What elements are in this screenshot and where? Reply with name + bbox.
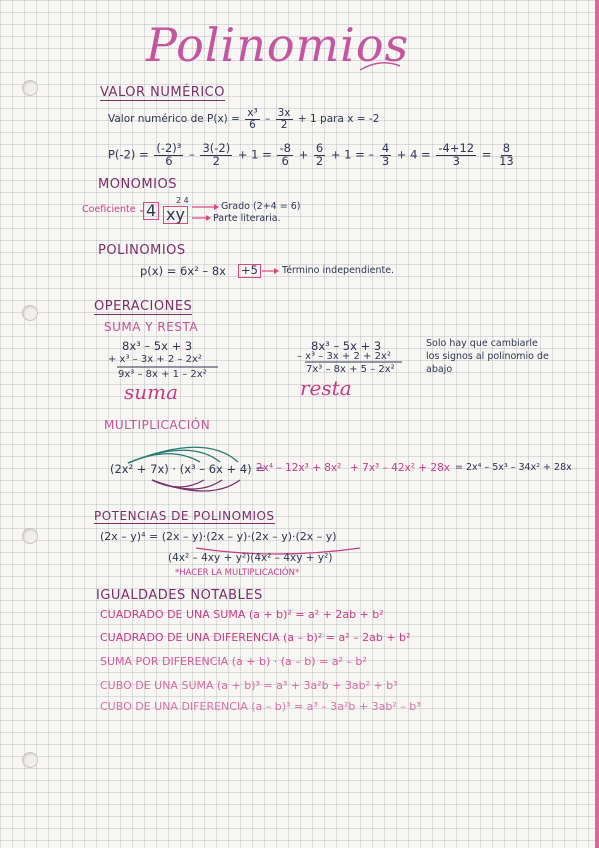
- monomio-literal: xy: [163, 206, 188, 224]
- multiplicacion-part-1: 2x⁴ – 12x³ + 8x²: [256, 462, 342, 474]
- suma-line-1: 8x³ – 5x + 3: [122, 339, 193, 353]
- multiplicacion-part-2: + 7x³ – 42x² + 28x: [350, 462, 450, 474]
- monomio-exponents: 2 4: [176, 196, 189, 205]
- igualdad-item: CUBO DE UNA DIFERENCIA (a – b)³ = a³ – 3a²b + 3ab² – b³: [100, 700, 421, 713]
- multiplicacion-result: = 2x⁴ – 5x³ – 34x² + 28x: [455, 462, 572, 473]
- potencias-line-2: (4x² – 4xy + y²)(4x² – 4xy + y²): [168, 552, 333, 564]
- heading-igualdades-notables: IGUALDADES NOTABLES: [96, 588, 263, 603]
- igualdad-item: CUBO DE UNA SUMA (a + b)³ = a³ + 3a²b + 3ab² + b³: [100, 679, 398, 692]
- heading-potencias: POTENCIAS DE POLINOMIOS: [94, 509, 275, 523]
- heading-monomios: MONOMIOS: [98, 177, 177, 192]
- grado-label: Grado (2+4 = 6): [221, 201, 301, 212]
- page-title: Polinomios: [146, 18, 410, 72]
- subheading-suma-resta: SUMA Y RESTA: [104, 320, 199, 334]
- multiplicacion-lhs: (2x² + 7x) · (x³ – 6x + 4) =: [110, 462, 265, 476]
- coeficiente-label: Coeficiente: [82, 204, 136, 215]
- polinomio-expression: p(x) = 6x² – 8x: [140, 264, 226, 278]
- parte-literal-label: Parte literaria.: [213, 213, 281, 224]
- igualdad-item: CUADRADO DE UNA DIFERENCIA (a – b)² = a² – 2ab + b²: [100, 631, 411, 644]
- resta-result: 7x³ – 8x + 5 – 2x²: [306, 364, 395, 375]
- heading-multiplicacion: MULTIPLICACIÓN: [104, 418, 211, 432]
- heading-polinomios: POLINOMIOS: [98, 243, 186, 258]
- suma-label: suma: [124, 380, 179, 404]
- heading-operaciones: OPERACIONES: [94, 299, 193, 314]
- suma-result: 9x³ – 8x + 1 – 2x²: [118, 369, 207, 380]
- igualdad-item: CUADRADO DE UNA SUMA (a + b)² = a² + 2ab + b²: [100, 608, 384, 621]
- monomio-coefficient: 4: [143, 202, 159, 220]
- resta-note-1: Solo hay que cambiarle: [426, 338, 538, 349]
- termino-independiente: +5: [238, 264, 261, 278]
- resta-note-3: abajo: [426, 364, 453, 375]
- igualdad-item: SUMA POR DIFERENCIA (a + b) · (a – b) = a² – b²: [100, 655, 367, 668]
- resta-label: resta: [300, 376, 352, 400]
- valor-numerico-calculation: P(-2) = $\frac{\text{(-2)³}}{6}$ – $\frac{3(-2)}{2}$ + 1 = $\frac{-8}{6}$ + $\frac{6}{2}$ + 1 = – $\frac{4}{3}$ + 4 = $\frac{-4+12}{3}$ = $\frac{8}{13}$: [108, 141, 514, 168]
- heading-valor-numerico: VALOR NUMÉRICO: [100, 85, 225, 100]
- suma-line-2: + x³ – 3x + 2 – 2x²: [108, 354, 202, 365]
- potencias-note: *HACER LA MULTIPLICACIÓN*: [175, 568, 300, 578]
- resta-line-2: – x³ – 3x + 2 + 2x²: [297, 351, 391, 362]
- termino-independiente-label: Término independiente.: [282, 265, 395, 276]
- resta-note-2: los signos al polinomio de: [426, 351, 549, 362]
- potencias-line-1: (2x – y)⁴ = (2x – y)·(2x – y)·(2x – y)·(2x – y): [100, 530, 337, 543]
- valor-numerico-statement: Valor numérico de P(x) = $\frac{\text{x³}}{6}$ – $\frac{3x}{2}$ + 1 para x = -2: [108, 107, 380, 131]
- resta-line-1: 8x³ – 5x + 3: [311, 339, 382, 353]
